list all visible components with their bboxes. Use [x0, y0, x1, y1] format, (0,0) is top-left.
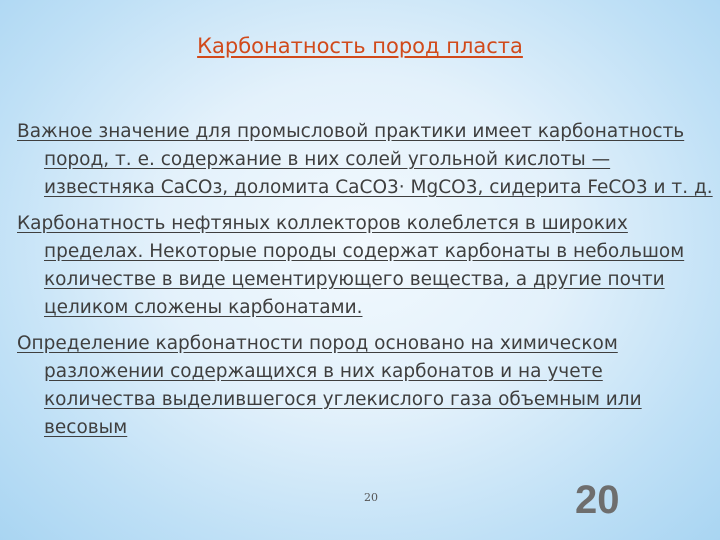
slide-title: Карбонатность пород пласта: [197, 34, 523, 58]
page-number-large: 20: [575, 478, 620, 522]
slide-body: [17, 118, 717, 450]
paragraph-carbonate-range: Карбонатность нефтяных коллекторов колеблется в широких пределах. Некоторые породы содержат карбонаты в небольшом количестве в виде цементирующего вещества, а другие почти целиком сложены карбонатами.: [17, 213, 685, 318]
page-number-small: 20: [364, 491, 378, 504]
paragraph-carbonate-determination: Определение карбонатности пород основано на химическом разложении содержащихся в них карбонатов и на учете количества выделившегося углекислого газа объемным или весовым: [17, 333, 642, 438]
paragraph-carbonate-importance: Важное значение для промысловой практики имеет карбонатность пород, т. е. содержание в них солей угольной кислоты — известняка СаСОз, доломита СаСО3· MgCO3, сидерита FeCO3 и т. д.: [17, 121, 713, 198]
